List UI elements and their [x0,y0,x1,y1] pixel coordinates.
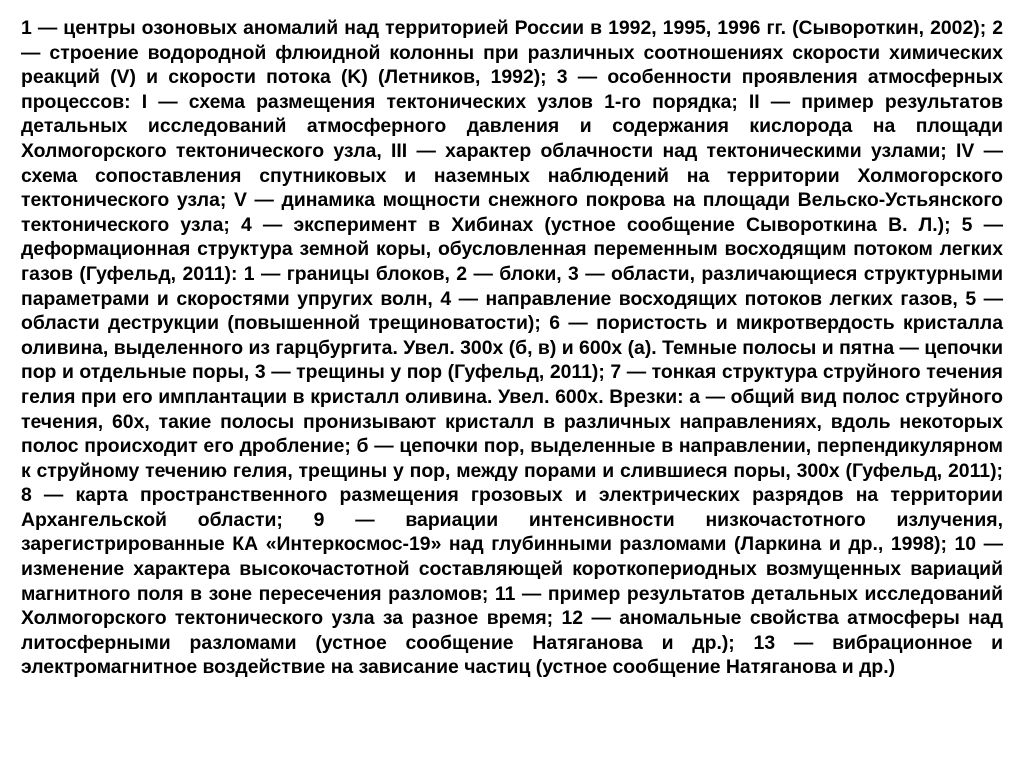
figure-caption-text: 1 — центры озоновых аномалий над территорией России в 1992, 1995, 1996 гг. (Сывороткин, 2002); 2 — строение водородной флюидной колонны при различных соотношениях скорости химических реакций (V) и скорости потока (K) (Летников, 1992); 3 — особенности проявления атмосферных процессов: I — схема размещения тектонических узлов 1-го порядка; II — пример результатов детальных исследований атмосферного давления и содержания кислорода на площади Холмогорского тектонического узла, III — характер облачности над тектоническими узлами; IV — схема сопоставления спутниковых и наземных наблюдений на территории Холмогорского тектонического узла; V — динамика мощности снежного покрова на площади Вельско-Устьянского тектонического узла; 4 — эксперимент в Хибинах (устное сообщение Сывороткина В. Л.); 5 — деформационная структура земной коры, обусловленная переменным восходящим потоком легких газов (Гуфельд, 2011): 1 — границы блоков, 2 — блоки, 3 — области, различающиеся структурными параметрами и скоростями упругих волн, 4 — направление восходящих потоков легких газов, 5 — области деструкции (повышенной трещиноватости); 6 — пористость и микротвердость кристалла оливина, выделенного из гарцбургита. Увел. 300х (б, в) и 600х (а). Темные полосы и пятна — цепочки пор и отдельные поры, 3 — трещины у пор (Гуфельд, 2011); 7 — тонкая структура струйного течения гелия при его имплантации в кристалл оливина. Увел. 600х. Врезки: а — общий вид полос струйного течения, 60х, такие полосы пронизывают кристалл в различных направлениях, вдоль некоторых полос происходит его дробление; б — цепочки пор, выделенные в направлении, перпендикулярном к струйному течению гелия, трещины у пор, между порами и слившиеся поры, 300х (Гуфельд, 2011); 8 — карта пространственного размещения грозовых и электрических разрядов на территории Архангельской области; 9 — вариации интенсивности низкочастотного излучения, зарегистрированные КА «Интеркосмос-19» над глубинными разломами (Ларкина и др., 1998); 10 — изменение характера высокочастотной составляющей короткопериодных возмущенных вариаций магнитного поля в зоне пересечения разломов; 11 — пример результатов детальных исследований Холмогорского тектонического узла за разное время; 12 — аномальные свойства атмосферы над литосферными разломами (устное сообщение Натяганова и др.); 13 — вибрационное и электромагнитное воздействие на зависание частиц (устное сообщение Натяганова и др.) [21,17,1003,679]
